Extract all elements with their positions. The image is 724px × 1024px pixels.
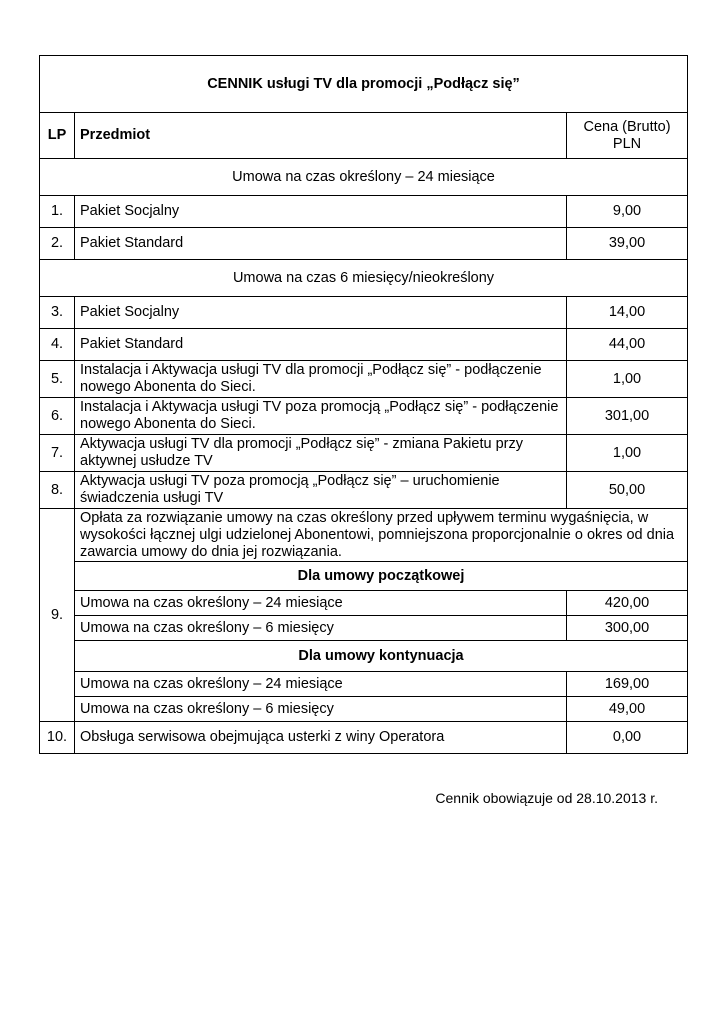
row-lp: 4. bbox=[40, 329, 75, 361]
table-row bbox=[40, 297, 688, 329]
header-item: Przedmiot bbox=[75, 113, 567, 159]
row-item: Pakiet Socjalny bbox=[75, 297, 567, 329]
row-item: Obsługa serwisowa obejmująca usterki z winy Operatora bbox=[75, 722, 567, 754]
row-price: 1,00 bbox=[567, 435, 688, 472]
table-row bbox=[40, 591, 688, 616]
table-row bbox=[40, 697, 688, 722]
row-item: Pakiet Standard bbox=[75, 228, 567, 260]
row-lp: 9. bbox=[40, 509, 75, 722]
table-row bbox=[40, 329, 688, 361]
row-price: 1,00 bbox=[567, 361, 688, 398]
row-lp: 2. bbox=[40, 228, 75, 260]
row-price: 49,00 bbox=[567, 697, 688, 722]
row-item: Umowa na czas określony – 24 miesiące bbox=[75, 672, 567, 697]
initial-contract-heading: Dla umowy początkowej bbox=[75, 562, 688, 591]
row-lp: 6. bbox=[40, 398, 75, 435]
row-lp: 7. bbox=[40, 435, 75, 472]
row-price: 300,00 bbox=[567, 616, 688, 641]
row-price: 44,00 bbox=[567, 329, 688, 361]
table-row bbox=[40, 672, 688, 697]
table-row bbox=[40, 196, 688, 228]
row-item: Pakiet Socjalny bbox=[75, 196, 567, 228]
section-6-months: Umowa na czas 6 miesięcy/nieokreślony bbox=[40, 260, 688, 297]
row-item: Pakiet Standard bbox=[75, 329, 567, 361]
row-price: 169,00 bbox=[567, 672, 688, 697]
table-row bbox=[40, 398, 688, 435]
row-price: 0,00 bbox=[567, 722, 688, 754]
row-price: 301,00 bbox=[567, 398, 688, 435]
table-row bbox=[40, 228, 688, 260]
termination-fee-description: Opłata za rozwiązanie umowy na czas określony przed upływem terminu wygaśnięcia, w wysokości łącznej ulgi udzielonej Abonentowi, pomniejszona proporcjonalnie o okres od dnia zawarcia umowy do dnia jej rozwiązania. bbox=[75, 509, 688, 562]
row-item: Umowa na czas określony – 6 miesięcy bbox=[75, 697, 567, 722]
row-lp: 3. bbox=[40, 297, 75, 329]
header-price: Cena (Brutto) PLN bbox=[567, 113, 688, 159]
row-lp: 5. bbox=[40, 361, 75, 398]
row-item: Umowa na czas określony – 6 miesięcy bbox=[75, 616, 567, 641]
table-row bbox=[40, 509, 688, 562]
row-item: Aktywacja usługi TV dla promocji „Podłącz się” - zmiana Pakietu przy aktywnej usłudze TV bbox=[75, 435, 567, 472]
row-lp: 8. bbox=[40, 472, 75, 509]
row-price: 14,00 bbox=[567, 297, 688, 329]
continuation-contract-heading: Dla umowy kontynuacja bbox=[75, 641, 688, 672]
section-24-months: Umowa na czas określony – 24 miesiące bbox=[40, 159, 688, 196]
row-lp: 1. bbox=[40, 196, 75, 228]
row-price: 39,00 bbox=[567, 228, 688, 260]
row-price: 9,00 bbox=[567, 196, 688, 228]
header-lp: LP bbox=[40, 113, 75, 159]
table-row bbox=[40, 361, 688, 398]
table-row bbox=[40, 722, 688, 754]
table-row bbox=[40, 472, 688, 509]
row-item: Umowa na czas określony – 24 miesiące bbox=[75, 591, 567, 616]
row-lp: 10. bbox=[40, 722, 75, 754]
table-title: CENNIK usługi TV dla promocji „Podłącz się” bbox=[40, 56, 688, 113]
table-row bbox=[40, 616, 688, 641]
row-item: Instalacja i Aktywacja usługi TV dla promocji „Podłącz się” - podłączenie nowego Abonenta do Sieci. bbox=[75, 361, 567, 398]
table-row bbox=[40, 435, 688, 472]
row-item: Aktywacja usługi TV poza promocją „Podłącz się” – uruchomienie świadczenia usługi TV bbox=[75, 472, 567, 509]
row-price: 50,00 bbox=[567, 472, 688, 509]
validity-note: Cennik obowiązuje od 28.10.2013 r. bbox=[435, 790, 658, 806]
row-price: 420,00 bbox=[567, 591, 688, 616]
price-table bbox=[39, 55, 688, 754]
row-item: Instalacja i Aktywacja usługi TV poza promocją „Podłącz się” - podłączenie nowego Abonenta do Sieci. bbox=[75, 398, 567, 435]
